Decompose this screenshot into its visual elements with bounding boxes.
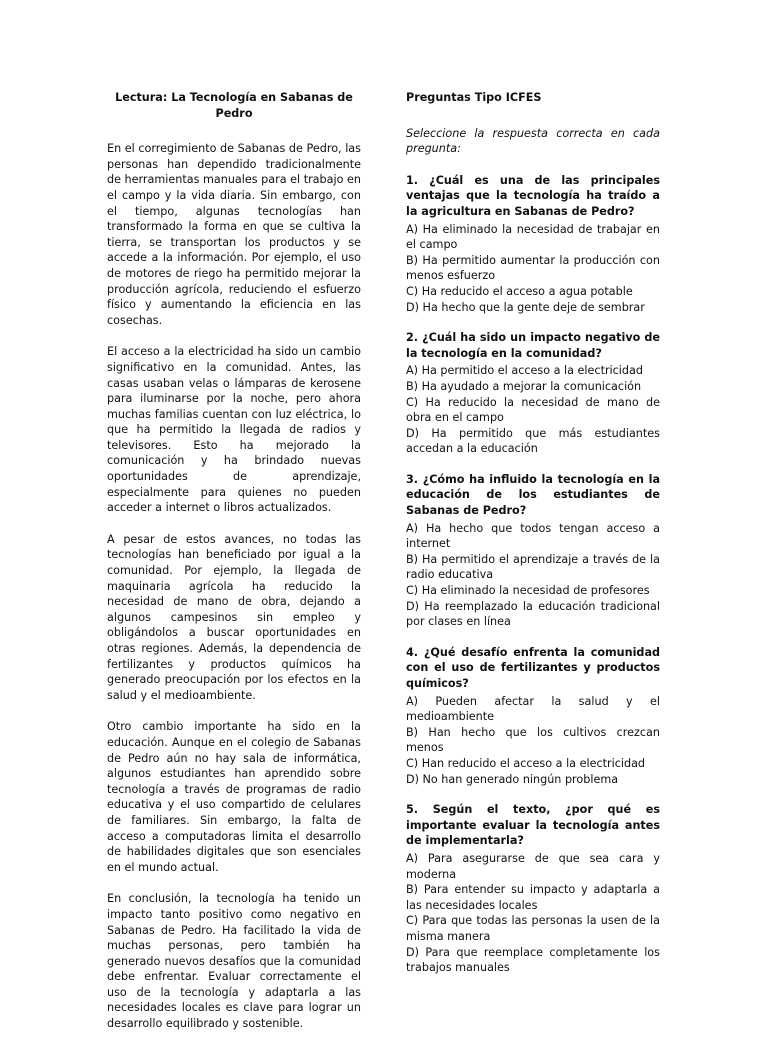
reading-title: Lectura: La Tecnología en Sabanas de Pedro xyxy=(115,91,353,120)
answer-options xyxy=(406,521,660,630)
question-2 xyxy=(406,330,660,457)
question-5 xyxy=(406,802,660,976)
answer-option-d: D) Ha hecho que la gente deje de sembrar xyxy=(406,300,645,314)
answer-option-b: B) Para entender su impacto y adaptarla a las necesidades locales xyxy=(406,883,660,912)
reading-paragraph: En conclusión, la tecnología ha tenido un impacto tanto positivo como negativo en Sabanas de Pedro. Ha facilitado la vida de muchas personas, pero también ha generado nuevos desafíos que la comunidad debe enfrentar. Evaluar correctamente el uso de la tecnología y adaptarla a las necesidades locales es clave para lograr un desarrollo equilibrado y sostenible. xyxy=(107,892,361,1031)
answer-option-d: D) Ha reemplazado la educación tradicional por clases en línea xyxy=(406,599,660,629)
answer-option-a: A) Ha eliminado la necesidad de trabajar en el campo xyxy=(406,222,660,252)
answer-options xyxy=(406,694,660,788)
question-text: 4. ¿Qué desafío enfrenta la comunidad con el uso de fertilizantes y productos químicos? xyxy=(406,645,660,690)
question-3 xyxy=(406,472,660,630)
reading-paragraph: En el corregimiento de Sabanas de Pedro, las personas han dependido tradicionalmente de herramientas manuales para el trabajo en el campo y la vida diaria. Sin embargo, con el tiempo, algunas tecnologías han transformado la forma en que se cultiva la tierra, se transportan los productos y se accede a la información. Por ejemplo, el uso de motores de riego ha permitido mejorar la producción agrícola, reduciendo el esfuerzo físico y aumentando la eficiencia en las cosechas. xyxy=(107,142,361,327)
question-1 xyxy=(406,173,660,315)
answer-option-b: B) Ha ayudado a mejorar la comunicación xyxy=(406,379,642,393)
reading-paragraph: El acceso a la electricidad ha sido un cambio significativo en la comunidad. Antes, las casas usaban velas o lámparas de kerosene para iluminarse por la noche, pero ahora muchas familias cuentan con luz eléctrica, lo que ha permitido la llegada de radios y televisores. Esto ha mejorado la comunicación y ha brindado nuevas oportunidades de aprendizaje, especialmente para quienes no pueden acceder a internet o libros actualizados. xyxy=(107,345,361,515)
question-text: 2. ¿Cuál ha sido un impacto negativo de la tecnología en la comunidad? xyxy=(406,331,660,360)
answer-option-d: D) No han generado ningún problema xyxy=(406,772,619,786)
answer-option-d: D) Para que reemplace completamente los trabajos manuales xyxy=(406,945,660,975)
answer-options xyxy=(406,851,660,976)
answer-option-b: B) Ha permitido el aprendizaje a través de la radio educativa xyxy=(406,552,660,582)
reading-paragraph: Otro cambio importante ha sido en la educación. Aunque en el colegio de Sabanas de Pedro aún no hay sala de informática, algunos estudiantes han aprendido sobre tecnología a través de programas de radio educativa y el uso compartido de celulares de familiares. Sin embargo, la falta de acceso a computadoras limita el desarrollo de habilidades digitales que son esenciales en el mundo actual. xyxy=(107,720,361,874)
quiz-instructions: Seleccione la respuesta correcta en cada pregunta: xyxy=(406,126,660,156)
question-4 xyxy=(406,645,660,787)
question-text: 5. Según el texto, ¿por qué es importante evaluar la tecnología antes de implementarla? xyxy=(406,803,660,848)
answer-option-a: A) Ha permitido el acceso a la electricidad xyxy=(406,364,643,378)
question-text: 1. ¿Cuál es una de las principales ventajas que la tecnología ha traído a la agricultura en Sabanas de Pedro? xyxy=(406,173,660,218)
answer-option-c: C) Ha reducido el acceso a agua potable xyxy=(406,284,633,298)
quiz-title: Preguntas Tipo ICFES xyxy=(406,91,542,104)
reading-paragraph: A pesar de estos avances, no todas las tecnologías han beneficiado por igual a la comunidad. Por ejemplo, la llegada de maquinaria agrícola ha reducido la necesidad de mano de obra, dejando a algunos campesinos sin empleo y obligándolos a buscar oportunidades en otras regiones. Además, la dependencia de fertilizantes y productos químicos ha generado preocupación por los efectos en la salud y el medioambiente. xyxy=(107,532,361,702)
answer-option-a: A) Ha hecho que todos tengan acceso a internet xyxy=(406,521,660,551)
answer-option-c: C) Para que todas las personas la usen de la misma manera xyxy=(406,914,660,943)
question-text: 3. ¿Cómo ha influido la tecnología en la educación de los estudiantes de Sabanas de Pedro? xyxy=(406,472,660,518)
answer-option-b: B) Han hecho que los cultivos crezcan menos xyxy=(406,725,660,755)
reading-column xyxy=(107,90,361,1048)
answer-option-c: C) Ha eliminado la necesidad de profesores xyxy=(406,584,650,598)
answer-option-a: A) Para asegurarse de que sea cara y moderna xyxy=(406,851,660,881)
answer-option-c: C) Han reducido el acceso a la electricidad xyxy=(406,756,646,770)
answer-option-b: B) Ha permitido aumentar la producción con menos esfuerzo xyxy=(406,253,660,283)
answer-option-c: C) Ha reducido la necesidad de mano de obra en el campo xyxy=(406,395,660,425)
quiz-column xyxy=(406,90,660,991)
answer-options xyxy=(406,363,660,457)
answer-option-d: D) Ha permitido que más estudiantes accedan a la educación xyxy=(406,426,660,456)
answer-options xyxy=(406,222,660,316)
answer-option-a: A) Pueden afectar la salud y el medioambiente xyxy=(406,694,660,724)
